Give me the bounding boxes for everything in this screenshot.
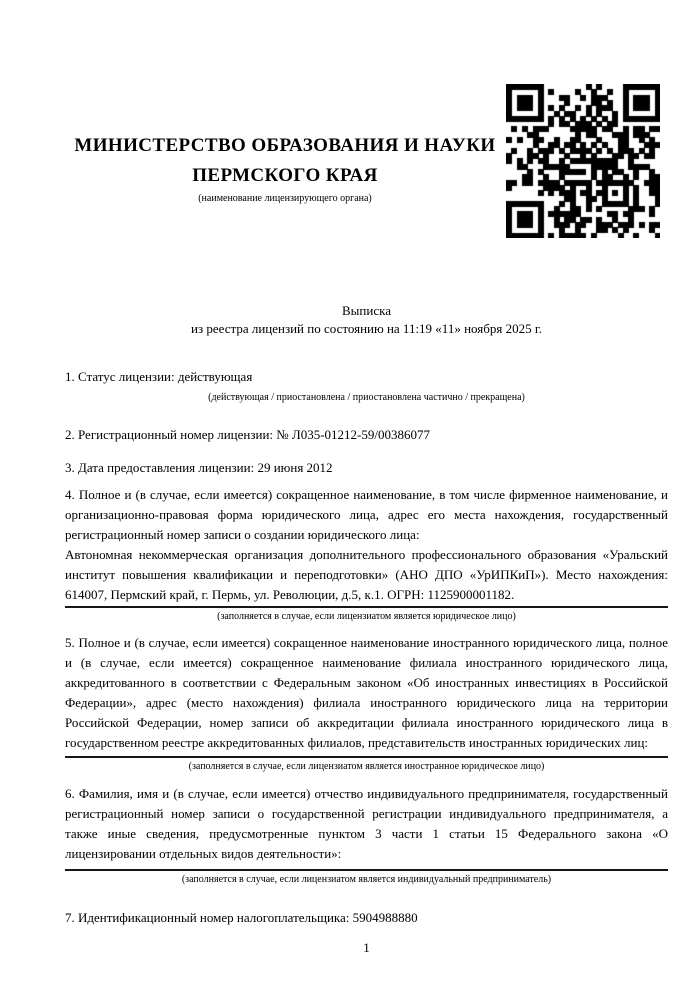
page-number: 1 — [363, 940, 370, 955]
entrepreneur-caption: (заполняется в случае, если лицензиатом является индивидуальный предприниматель) — [181, 874, 552, 885]
registration-number-item: 2. Регистрационный номер лицензии: № Л035-01212-59/00386077 — [65, 427, 431, 442]
license-status-item: 1. Статус лицензии: действующая — [65, 369, 253, 384]
document-subtitle: из реестра лицензий по состоянию на 11:19 «11» ноября 2025 г. — [191, 321, 542, 336]
license-status-caption: (действующая / приостановлена / приостановлена частично / прекращена) — [208, 392, 525, 403]
entrepreneur-rule — [65, 869, 668, 871]
legal-entity-rule — [65, 606, 668, 608]
entrepreneur-section — [65, 784, 668, 886]
document-content — [65, 0, 668, 970]
legal-entity-section — [65, 485, 668, 623]
licensing-authority-header — [65, 131, 505, 205]
license-date-item: 3. Дата предоставления лицензии: 29 июня 2012 — [65, 460, 333, 475]
foreign-entity-rule — [65, 756, 668, 758]
taxpayer-number-item: 7. Идентификационный номер налогоплательщика: 5904988880 — [65, 910, 418, 925]
ministry-name-line2: ПЕРМСКОГО КРАЯ — [192, 165, 378, 186]
foreign-entity-section — [65, 633, 668, 773]
ministry-caption: (наименование лицензирующего органа) — [198, 193, 372, 204]
foreign-entity-caption: (заполняется в случае, если лицензиатом является иностранное юридическое лицо) — [188, 761, 545, 772]
document-title-block — [65, 302, 668, 338]
legal-entity-caption: (заполняется в случае, если лицензиатом является юридическое лицо) — [217, 611, 516, 622]
legal-entity-answer: Автономная некоммерческая организация дополнительного профессионального образования «Уральский институт повышения квалификации и переподготовки» (АНО ДПО «УрИПКиП»). Место нахождения: 614007, Пермский край, г. Пермь, ул. Революции, д.5, к.1. ОГРН: 1125900001182. — [65, 547, 668, 602]
entrepreneur-question: 6. Фамилия, имя и (в случае, если имеется) отчество индивидуального предпринимателя, государственный регистрационный номер записи о государственной регистрации индивидуального предпринимателя, а также иные сведения, предусмотренные пунктом 3 части 1 статьи 15 Федерального закона «О лицензировании отдельных видов деятельности»: — [65, 786, 668, 861]
document-title: Выписка — [342, 303, 391, 318]
foreign-entity-question: 5. Полное и (в случае, если имеется) сокращенное наименование иностранного юридического лица, полное и (в случае, если имеется) сокращенное наименование филиала иностранного юридического лица, аккредитованного в соответствии с Федеральным законом «Об иностранных инвестициях в Российской Федерации», адрес (место нахождения) филиала иностранного юридического лица на территории Российской Федерации, номер записи об аккредитации филиала иностранного юридического лица в государственном реестре аккредитованных филиалов, представительств иностранных юридических лиц: — [65, 635, 668, 750]
legal-entity-question: 4. Полное и (в случае, если имеется) сокращенное наименование, в том числе фирменное наименование, и организационно-правовая форма юридического лица, адрес его места нахождения, государственный регистрационный номер записи о создании юридического лица: — [65, 487, 668, 542]
ministry-name-line1: МИНИСТЕРСТВО ОБРАЗОВАНИЯ И НАУКИ — [74, 135, 496, 156]
